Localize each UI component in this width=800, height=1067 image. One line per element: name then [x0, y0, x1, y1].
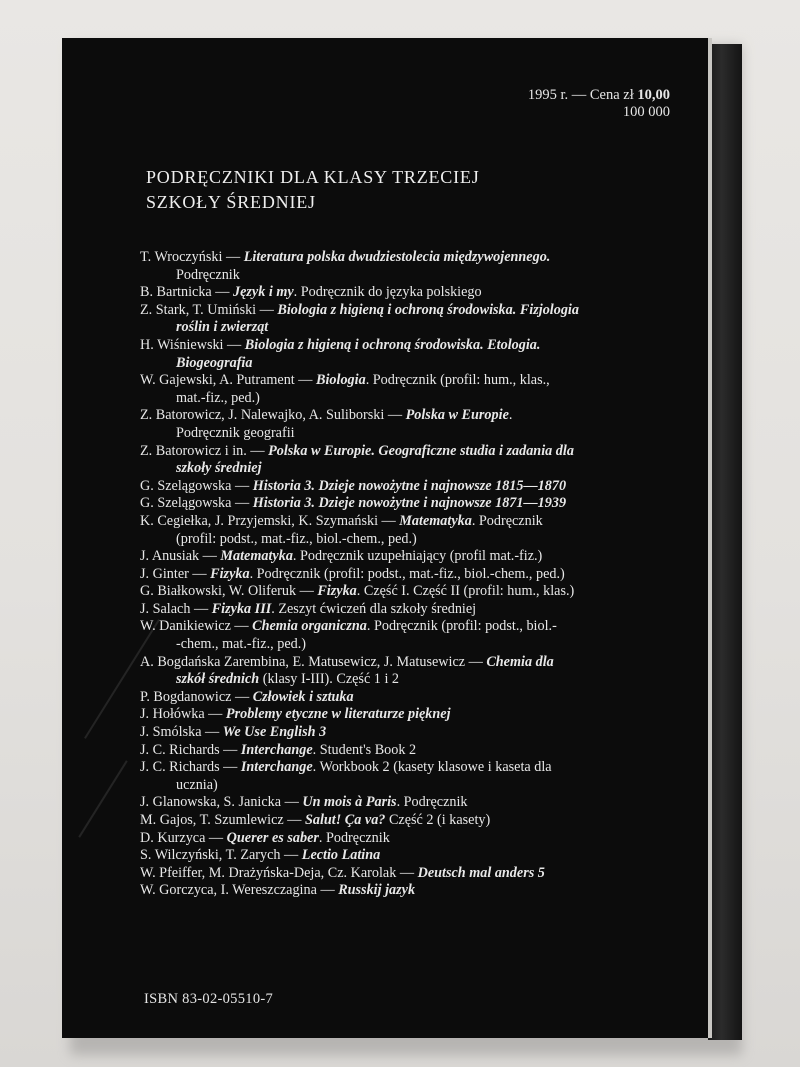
- entry-author: J. Hołówka —: [140, 706, 226, 723]
- entry-title: Polska w Europie: [405, 407, 509, 424]
- entry-continuation: [140, 267, 680, 285]
- entry-continuation-text: Podręcznik geografii: [176, 424, 295, 441]
- entry-title: Język i my: [233, 284, 294, 301]
- list-item: [140, 759, 680, 794]
- entry-continuation: [140, 671, 680, 689]
- list-item: [140, 548, 680, 566]
- entry-title: Russkij jazyk: [338, 882, 416, 899]
- entry-line: [140, 601, 680, 619]
- list-item: [140, 478, 680, 496]
- heading-line-2: SZKOŁY ŚREDNIEJ: [146, 192, 316, 212]
- list-item: [140, 495, 680, 513]
- entry-continuation: [140, 460, 680, 478]
- list-item: [140, 882, 680, 900]
- entry-author: W. Danikiewicz —: [140, 618, 253, 635]
- entry-line: [140, 759, 680, 777]
- entry-line: [140, 865, 680, 883]
- entry-line: [140, 689, 680, 707]
- list-item: [140, 812, 680, 830]
- entry-author: S. Wilczyński, T. Zarych —: [140, 847, 302, 864]
- entry-continuation: [140, 390, 680, 408]
- entry-continuation-text: szkoły średniej: [176, 460, 262, 477]
- entry-title: Chemia organiczna: [252, 618, 367, 635]
- entry-author: W. Gorczyca, I. Wereszczagina —: [140, 882, 339, 899]
- entry-continuation: [140, 531, 680, 549]
- entry-author: G. Szelągowska —: [140, 477, 253, 494]
- entry-author: Z. Batorowicz, J. Nalewajko, A. Suliborski —: [140, 407, 406, 424]
- entry-title: Matematyka: [399, 512, 472, 529]
- list-item: [140, 443, 680, 478]
- list-item: [140, 618, 680, 653]
- entry-detail: Część 2 (i kasety): [385, 812, 491, 828]
- price-label: — Cena zł: [571, 87, 634, 103]
- entry-title: Lectio Latina: [301, 847, 381, 864]
- entry-continuation-text: Biogeografia: [176, 354, 253, 371]
- list-item: [140, 706, 680, 724]
- entry-title: Polska w Europie. Geograficzne studia i zadania dla: [268, 442, 574, 459]
- entry-detail: . Podręcznik (profil: podst., mat.-fiz., biol.-chem., ped.): [249, 565, 565, 582]
- entry-line: [140, 249, 680, 267]
- entry-line: [140, 566, 680, 584]
- entry-continuation-text: -chem., mat.-fiz., ped.): [176, 636, 306, 653]
- entry-title: Chemia dla: [486, 653, 554, 670]
- entry-continuation-text: szkół średnich: [176, 671, 260, 688]
- entry-author: W. Pfeiffer, M. Drażyńska-Deja, Cz. Karolak —: [140, 864, 418, 881]
- list-item: [140, 566, 680, 584]
- entry-title: Matematyka: [220, 548, 293, 565]
- list-item: [140, 724, 680, 742]
- entry-author: J. Glanowska, S. Janicka —: [140, 794, 303, 811]
- entry-author: T. Wroczyński —: [140, 249, 244, 265]
- entry-author: J. Smólska —: [140, 724, 223, 741]
- entry-author: H. Wiśniewski —: [140, 336, 245, 353]
- entry-continuation-text: Podręcznik: [176, 266, 240, 283]
- entry-author: W. Gajewski, A. Putrament —: [140, 372, 317, 389]
- list-item: [140, 337, 680, 372]
- entry-detail: . Workbook 2 (kasety klasowe i kaseta dla: [312, 759, 552, 776]
- entry-continuation-text: roślin i zwierząt: [176, 319, 269, 336]
- price-old-value: 100 000: [622, 104, 670, 120]
- entry-continuation: [140, 425, 680, 443]
- entry-title: Un mois à Paris: [302, 794, 397, 811]
- entry-author: M. Gajos, T. Szumlewicz —: [140, 812, 305, 828]
- entry-detail: . Podręcznik: [396, 794, 468, 811]
- entry-author: J. Anusiak —: [140, 548, 221, 565]
- entry-title: Biologia z higieną i ochroną środowiska. Etologia.: [244, 336, 541, 353]
- entry-detail: . Podręcznik (profil: hum., klas.,: [365, 372, 550, 389]
- entry-author: D. Kurzyca —: [140, 829, 227, 846]
- entry-author: Z. Stark, T. Umiński —: [140, 301, 278, 318]
- entry-continuation-detail: (klasy I-III). Część 1 i 2: [259, 671, 400, 688]
- entry-line: [140, 407, 680, 425]
- entry-continuation: [140, 319, 680, 337]
- entry-line: [140, 583, 680, 601]
- entry-line: [140, 302, 680, 320]
- entry-line: [140, 847, 680, 865]
- entry-continuation: [140, 777, 680, 795]
- entry-detail: . Podręcznik uzupełniający (profil mat.-fiz.): [292, 548, 543, 565]
- entry-title: We Use English 3: [222, 724, 327, 741]
- entry-title: Historia 3. Dzieje nowożytne i najnowsze 1815—1870: [252, 477, 567, 494]
- entry-line: [140, 812, 680, 830]
- entry-title: Literatura polska dwudziestolecia międzywojennego.: [243, 249, 551, 265]
- entry-title: Historia 3. Dzieje nowożytne i najnowsze 1871—1939: [252, 495, 567, 512]
- entry-detail: . Część I. Część II (profil: hum., klas.): [356, 583, 575, 600]
- entry-continuation-text: mat.-fiz., ped.): [176, 389, 260, 406]
- list-item: [140, 513, 680, 548]
- entry-line: [140, 830, 680, 848]
- list-item: [140, 601, 680, 619]
- entry-line: [140, 618, 680, 636]
- list-item: [140, 372, 680, 407]
- entry-title: Querer es saber: [226, 829, 319, 846]
- entry-title: Fizyka: [210, 565, 250, 582]
- list-item: [140, 865, 680, 883]
- entry-title: Interchange: [240, 741, 313, 758]
- scratch-mark: [78, 760, 127, 837]
- entry-continuation: [140, 636, 680, 654]
- entry-author: Z. Batorowicz i in. —: [140, 442, 269, 459]
- entry-line: [140, 654, 680, 672]
- entry-author: G. Białkowski, W. Oliferuk —: [140, 583, 318, 600]
- entry-title: Deutsch mal anders 5: [417, 864, 545, 881]
- entry-detail: . Podręcznik: [471, 512, 543, 529]
- entry-line: [140, 724, 680, 742]
- entry-author: P. Bogdanowicz —: [140, 688, 253, 705]
- heading-line-1: PODRĘCZNIKI DLA KLASY TRZECIEJ: [146, 167, 480, 187]
- list-item: [140, 583, 680, 601]
- entry-continuation: [140, 355, 680, 373]
- price-line: [480, 87, 670, 103]
- textbook-list: [140, 249, 680, 900]
- entry-continuation-text: (profil: podst., mat.-fiz., biol.-chem., ped.): [176, 530, 417, 547]
- series-heading: [146, 165, 646, 215]
- isbn-number: ISBN 83-02-05510-7: [144, 991, 274, 1007]
- entry-author: J. Salach —: [140, 600, 212, 617]
- list-item: [140, 302, 680, 337]
- entry-title: Interchange: [240, 759, 313, 776]
- entry-line: [140, 882, 680, 900]
- list-item: [140, 847, 680, 865]
- entry-line: [140, 548, 680, 566]
- entry-author: J. Ginter —: [140, 565, 211, 582]
- list-item: [140, 654, 680, 689]
- entry-line: [140, 337, 680, 355]
- entry-line: [140, 742, 680, 760]
- entry-author: J. C. Richards —: [140, 741, 241, 758]
- list-item: [140, 407, 680, 442]
- list-item: [140, 742, 680, 760]
- entry-detail: . Podręcznik: [318, 829, 390, 846]
- entry-line: [140, 706, 680, 724]
- list-item: [140, 830, 680, 848]
- price-value: 10,00: [637, 87, 670, 103]
- list-item: [140, 689, 680, 707]
- list-item: [140, 284, 680, 302]
- entry-detail: . Zeszyt ćwiczeń dla szkoły średniej: [271, 600, 477, 617]
- book-spine-edge: [708, 44, 742, 1040]
- entry-author: A. Bogdańska Zarembina, E. Matusewicz, J. Matusewicz —: [140, 653, 487, 670]
- entry-continuation-text: ucznia): [176, 776, 218, 793]
- entry-detail: . Podręcznik do języka polskiego: [293, 284, 482, 301]
- entry-title: Fizyka: [317, 583, 357, 600]
- entry-title: Fizyka III: [211, 600, 272, 617]
- entry-line: [140, 372, 680, 390]
- entry-author: J. C. Richards —: [140, 759, 241, 776]
- entry-line: [140, 443, 680, 461]
- entry-detail: .: [508, 407, 513, 424]
- entry-title: Salut! Ça va?: [304, 812, 386, 828]
- entry-line: [140, 513, 680, 531]
- entry-author: B. Bartnicka —: [140, 284, 233, 301]
- entry-detail: . Student's Book 2: [312, 741, 417, 758]
- list-item: [140, 794, 680, 812]
- entry-title: Problemy etyczne w literaturze pięknej: [225, 706, 451, 723]
- entry-line: [140, 284, 680, 302]
- entry-line: [140, 794, 680, 812]
- entry-line: [140, 478, 680, 496]
- entry-title: Biologia: [316, 372, 366, 389]
- entry-title: Człowiek i sztuka: [252, 688, 354, 705]
- print-year: 1995 r.: [527, 87, 569, 103]
- entry-line: [140, 495, 680, 513]
- entry-author: G. Szelągowska —: [140, 495, 253, 512]
- entry-title: Biologia z higieną i ochroną środowiska. Fizjologia: [277, 301, 579, 318]
- list-item: [140, 249, 680, 284]
- entry-detail: . Podręcznik (profil: podst., biol.-: [366, 618, 557, 635]
- entry-author: K. Cegiełka, J. Przyjemski, K. Szymański —: [140, 512, 400, 529]
